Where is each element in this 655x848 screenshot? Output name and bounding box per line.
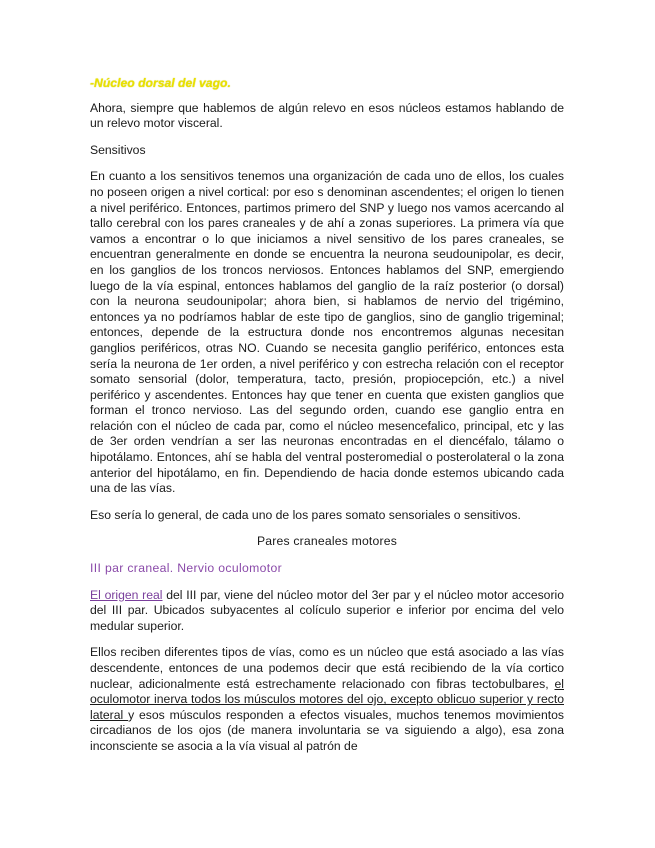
paragraph-origen-text: del III par, viene del núcleo motor del 3er par y el núcleo motor accesorio del III par. Ubicados subyacentes al colículo superior e inferior por encima del velo medular superior. bbox=[90, 587, 565, 633]
section-heading-nucleo-dorsal: -Núcleo dorsal del vago. bbox=[90, 76, 231, 90]
paragraph-vias-end: y esos músculos responden a efectos visuales, muchos tenemos movimientos circadianos de los ojos (de manera involuntaria se va siguiendo a algo), esa zona inconsciente se asocia a la vía visual al patrón de bbox=[90, 707, 564, 753]
section-heading-iii-par: III par craneal. Nervio oculomotor bbox=[90, 561, 283, 576]
document-body bbox=[90, 76, 564, 766]
origen-real-link[interactable]: El origen real bbox=[90, 587, 163, 602]
paragraph-origen-real bbox=[90, 588, 564, 635]
paragraph-sensitivos: En cuanto a los sensitivos tenemos una organización de cada uno de ellos, los cuales no poseen origen a nivel cortical: por eso s denominan ascendentes; el origen lo tienen a nivel periférico. Entonces, partimos primero del SNP y luego nos vamos acercando al tallo cerebral con los pares craneales y de ahí a zonas superiores. La primera vía que vamos a encontrar o lo que iniciamos a nivel sensitivo de los pares craneales, se encuentran generalmente en donde se encuentra la neurona seudounipolar, es decir, en los ganglios de los troncos nerviosos. Entonces hablamos del SNP, emergiendo luego de la vía espinal, entonces hablamos del ganglio de la raíz posterior (o dorsal) con la neurona seudounipolar; ahora bien, si hablamos de nervio del trigémino, entonces ya no podríamos hablar de este tipo de ganglios, sino de ganglio trigeminal; entonces, depende de la estructura donde nos encontremos algunas necesitan ganglios periféricos, otras NO. Cuando se necesita ganglio periférico, entonces esta sería la neurona de 1er orden, a nivel periférico y con estrecha relación con el receptor somato sensorial (dolor, temperatura, tacto, presión, propiocepción, etc.) a nivel periférico y ascendentes. Entonces hay que tener en cuenta que existen ganglios que forman el tronco nervioso. Las del segundo orden, cuando ese ganglio entra en relación con el núcleo de cada par, como el núcleo mesencefalico, principal, etc y las de 3er orden vendrían a ser las neuronas encontradas en el diencéfalo, tálamo o hipotálamo. Entonces, ahí se habla del ventral posteromedial o posterolateral o la zona anterior del hipotálamo, en fin. Dependiendo de hacia donde estemos ubicando cada una de las vías. bbox=[90, 169, 564, 496]
section-heading-pares-motores: Pares craneales motores bbox=[256, 534, 398, 549]
paragraph-vias-underlined: el oculomotor inerva todos los músculos motores del ojo, excepto oblicuo superior y recto lateral bbox=[90, 676, 564, 722]
paragraph-vias bbox=[90, 645, 564, 754]
paragraph-relevo-motor: Ahora, siempre que hablemos de algún relevo en esos núcleos estamos hablando de un relevo motor visceral. bbox=[90, 100, 564, 131]
paragraph-general: Eso sería lo general, de cada uno de los pares somato sensoriales o sensitivos. bbox=[90, 507, 521, 522]
section-heading-sensitivos: Sensitivos bbox=[90, 142, 146, 157]
paragraph-vias-start: Ellos reciben diferentes tipos de vías, como es un núcleo que está asociado a las vías descendente, entonces de una podemos decir que está recibiendo de la vía cortico nuclear, adicionalmente está estrechamente relacionado con fibras tectobulbares, bbox=[90, 645, 564, 691]
